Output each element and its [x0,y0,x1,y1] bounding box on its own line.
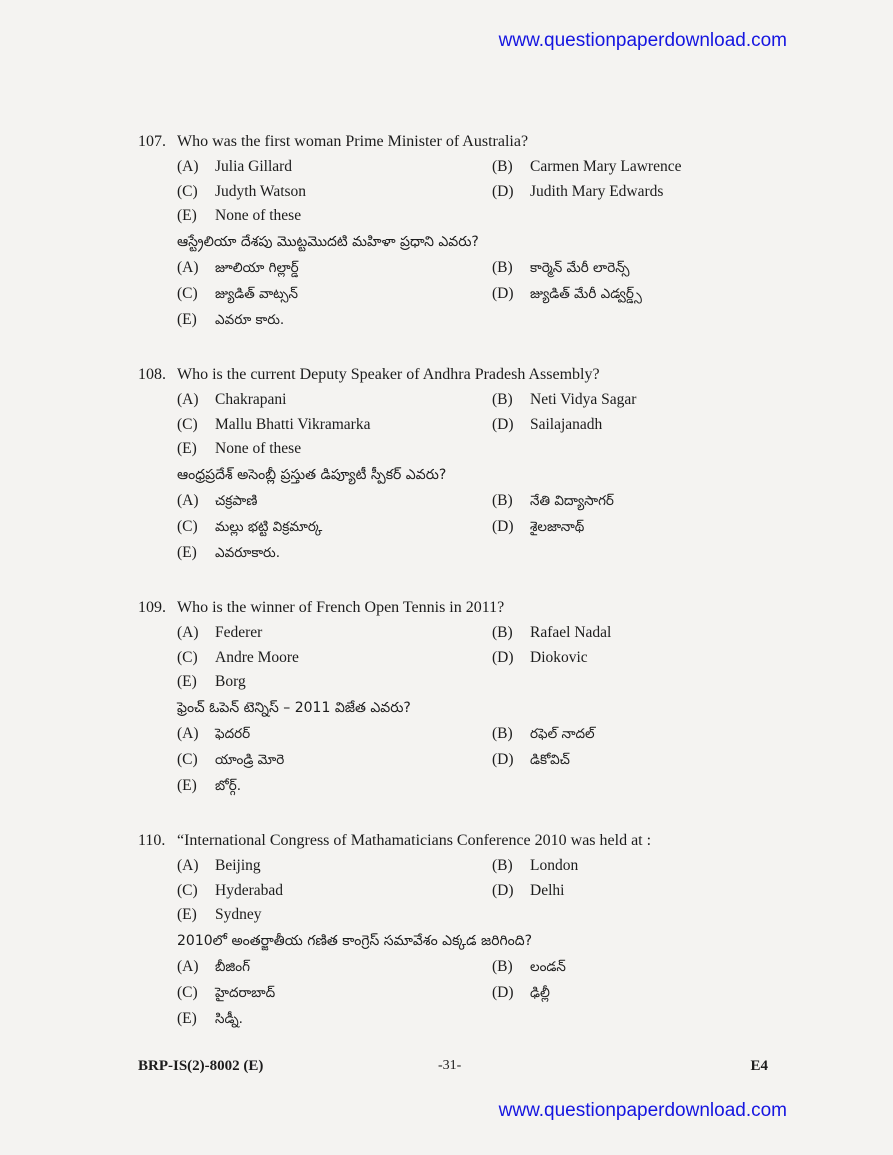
option-b: (B) Neti Vidya Sagar [492,391,637,408]
telugu-option-e: (E) ఎవరూకారు. [177,543,280,561]
telugu-option-b: (B) నేతి విద్యాసాగర్ [492,491,614,509]
option-b: (B) London [492,857,579,874]
question-stem [138,597,758,621]
option-d: (D) Sailajanadh [492,415,603,433]
telugu-option-d: (D) శైలజానాథ్ [492,517,585,535]
option-c: (C) Judyth Watson [177,182,307,200]
telugu-option-c: (C) యాండ్రి మోరె [177,750,285,768]
page-number: -31- [438,1058,462,1073]
option-b: (B) Carmen Mary Lawrence [492,158,682,175]
option-e: (E) None of these [177,440,302,457]
question-text: Who is the winner of French Open Tennis in 2011? [177,599,505,616]
telugu-option-b: (B) లండన్ [492,957,566,975]
option-b: (B) Rafael Nadal [492,624,612,641]
option-e: (E) Sydney [177,906,262,923]
telugu-option-e: (E) సిడ్నీ. [177,1009,243,1027]
paper-code: BRP-IS(2)-8002 (E) [138,1058,264,1074]
question-number: 109. [138,599,166,616]
telugu-option-c: (C) హైదరాబాద్ [177,983,276,1001]
question-stem [138,830,758,854]
question-108 [138,364,758,567]
option-a: (A) Julia Gillard [177,158,293,175]
telugu-option-a: (A) చక్రపాణి [177,491,258,509]
telugu-option-a: (A) బీజింగ్ [177,957,250,975]
set-code: E4 [750,1058,768,1074]
option-d: (D) Judith Mary Edwards [492,182,664,200]
question-text: Who was the first woman Prime Minister of Australia? [177,133,529,150]
question-110 [138,830,758,1033]
page-footer [138,1058,768,1080]
question-number: 110. [138,832,166,849]
telugu-option-e: (E) ఎవరూ కారు. [177,310,285,328]
telugu-option-a: (A) ఫెదరర్ [177,724,251,742]
option-c: (C) Mallu Bhatti Vikramarka [177,415,371,433]
question-stem [138,131,758,155]
watermark-top: www.questionpaperdownload.com [498,30,787,51]
telugu-option-c: (C) జ్యుడిత్ వాట్సన్ [177,284,298,302]
telugu-option-d: (D) డికోవిచ్ [492,750,570,768]
option-c: (C) Andre Moore [177,648,299,666]
option-d: (D) Delhi [492,881,565,899]
question-number: 108. [138,366,166,383]
question-text: “International Congress of Mathamaticians Conference 2010 was held at : [177,832,652,849]
question-stem [138,364,758,388]
question-107 [138,131,758,334]
option-a: (A) Beijing [177,857,261,874]
option-d: (D) Diokovic [492,648,588,666]
option-a: (A) Chakrapani [177,391,287,408]
question-text: Who is the current Deputy Speaker of Andhra Pradesh Assembly? [177,366,600,383]
telugu-option-d: (D) జ్యుడిత్ మేరీ ఎడ్వర్డ్స్ [492,284,642,302]
telugu-option-e: (E) బోర్గ్. [177,776,242,794]
telugu-option-a: (A) జూలియా గిల్లార్డ్ [177,258,299,276]
question-109 [138,597,758,800]
telugu-question-text: ఫ్రెంచ్ ఓపెన్ టెన్నిస్ – 2011 విజేత ఎవరు? [177,699,411,716]
option-e: (E) Borg [177,673,246,690]
telugu-question-text: 2010లో అంతర్జాతీయ గణిత కాంగ్రెస్ సమావేశం ఎక్కడ జరిగింది? [177,932,533,949]
option-c: (C) Hyderabad [177,881,283,899]
telugu-option-c: (C) మల్లు భట్టి విక్రమార్క [177,517,323,535]
option-e: (E) None of these [177,207,302,224]
telugu-option-d: (D) ఢిల్లీ [492,983,550,1001]
telugu-option-b: (B) కార్మెన్ మేరీ లారెన్స్ [492,258,630,276]
telugu-option-b: (B) రఫెల్ నాదల్ [492,724,595,742]
question-number: 107. [138,133,166,150]
watermark-bottom: www.questionpaperdownload.com [498,1100,787,1121]
option-a: (A) Federer [177,624,263,641]
telugu-question-text: ఆంధ్రప్రదేశ్ అసెంబ్లీ ప్రస్తుత డిప్యూటీ స్పీకర్ ఎవరు? [177,466,447,483]
telugu-question-text: ఆస్ట్రేలియా దేశపు మొట్టమొదటి మహిళా ప్రధాని ఎవరు? [177,233,479,250]
